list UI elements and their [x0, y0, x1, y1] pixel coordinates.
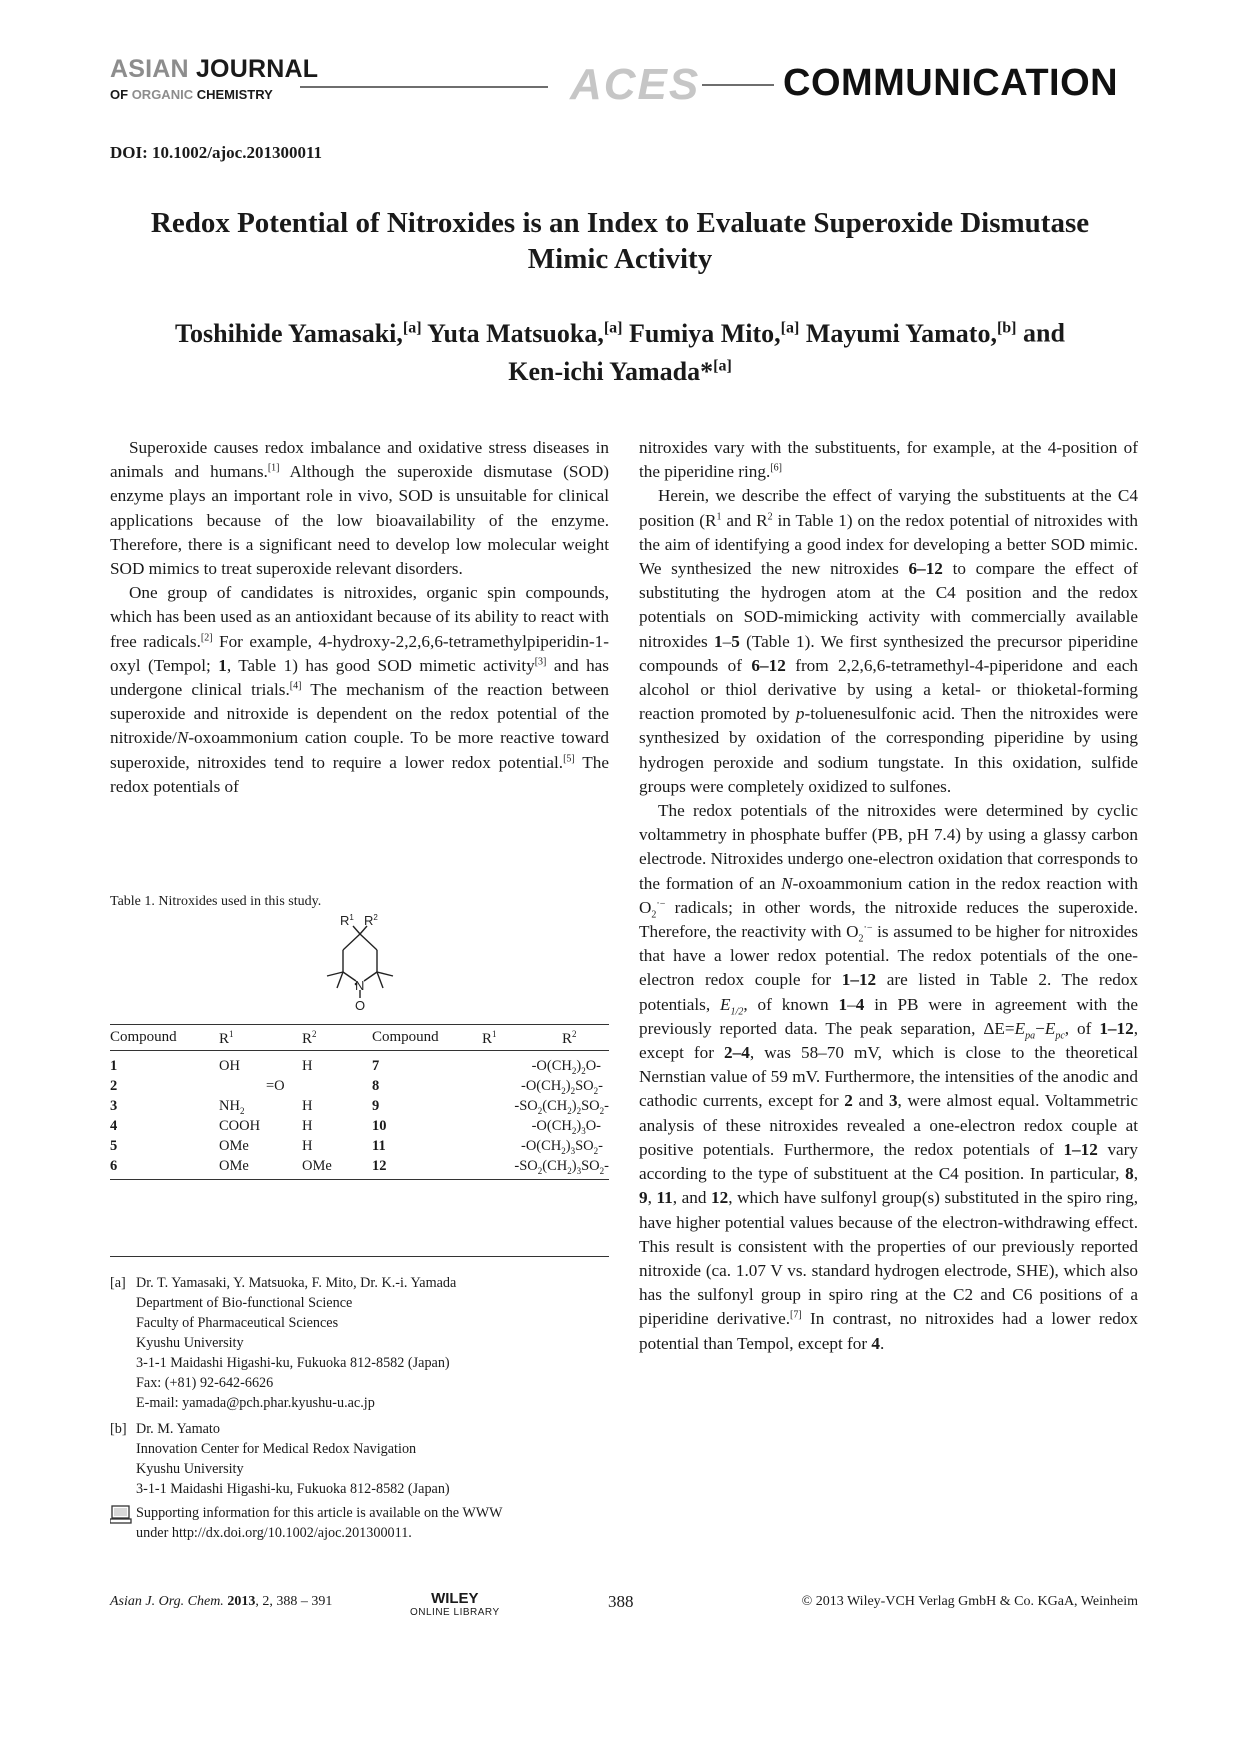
citation-ref[interactable]: [1] — [267, 462, 280, 474]
author: Toshihide Yamasaki,[a] — [175, 318, 422, 348]
r2-label: $R^2$ — [364, 913, 378, 928]
table-row: 4 COOH H 10 $-O(CH_2)_3O-$ — [110, 1118, 601, 1136]
si-link[interactable]: under http://dx.doi.org/10.1002/ajoc.201300011. — [136, 1525, 412, 1541]
footnote-rule — [110, 1256, 609, 1257]
citation-ref[interactable]: [4] — [289, 680, 302, 692]
page-number: 388 — [608, 1592, 634, 1611]
supporting-info: Supporting information for this article is available on the WWW under http://dx.doi.org/10.1002/ajoc.201300011. — [110, 1503, 609, 1543]
table-row: 1 OH H 7 $-O(CH_2)_2O-$ — [110, 1058, 601, 1076]
body-column-right — [639, 436, 1138, 1356]
citation-footer: Asian J. Org. Chem. 2013, 2, 388 – 391 — [110, 1594, 333, 1609]
o-label: O — [355, 998, 366, 1013]
author: Mayumi Yamato,[b] — [805, 318, 1017, 348]
aces-logo: ACES — [570, 60, 701, 109]
journal-word-journal: JOURNAL — [195, 55, 319, 83]
header-rule-left — [300, 86, 548, 88]
article-title: Redox Potential of Nitroxides is an Index to Evaluate Superoxide Dismutase Mimic Activity — [150, 207, 1090, 275]
paragraph: Superoxide causes redox imbalance and oxidative stress diseases in animals and humans.[1] Although the superoxide dismutase (SOD) enzyme plays an important role in vivo, SOD is unsuitable for clinical applications because of the low bioavailability of the enzyme. Therefore, there is a significant need to develop low molecular weight SOD mimics to treat superoxide relevant disorders. — [110, 438, 609, 579]
affiliation-a: [a] Dr. T. Yamasaki, Y. Matsuoka, F. Mito, Dr. K.-i. Yamada Department of Bio-functional Science Faculty of Pharmaceutical Sciences Kyushu University 3-1-1 Maidashi Higashi-ku, Fukuoka 812-8582 (Japan) Fax: (+81) 92-642-6626 E-mail: yamada@pch.phar.kyushu-u.ac.jp — [110, 1273, 609, 1413]
header-rule-right — [702, 84, 774, 86]
author: Yuta Matsuoka,[a] — [427, 318, 623, 348]
table-row: 2 =O 8 $-O(CH_2)_2SO_2-$ — [110, 1078, 603, 1096]
doi[interactable]: DOI: 10.1002/ajoc.201300011 — [110, 143, 323, 162]
journal-logo — [110, 57, 318, 101]
copyright: © 2013 Wiley-VCH Verlag GmbH & Co. KGaA, Weinheim — [801, 1594, 1138, 1609]
journal-word-organic: ORGANIC — [131, 87, 194, 102]
table-header-r2-2: $R^2$ — [562, 1029, 577, 1047]
table-header-compound-2: Compound — [372, 1029, 439, 1045]
author-list — [110, 311, 1130, 388]
citation-ref[interactable]: [5] — [563, 752, 575, 764]
author: Ken-ichi Yamada*[a] — [508, 357, 732, 387]
table-rule-bottom — [110, 1179, 609, 1180]
table-row: 5 OMe H 11 $-O(CH_2)_3SO_2-$ — [110, 1138, 603, 1156]
table-row: 3 $NH_2$ H 9 $-SO_2(CH_2)_2SO_2-$ — [110, 1098, 609, 1116]
authors-and: and — [1023, 318, 1065, 348]
table-header-compound: Compound — [110, 1029, 177, 1045]
journal-word-asian: ASIAN — [110, 55, 189, 83]
paragraph: Herein, we describe the effect of varying the substituents at the C4 position ($R^1$ and $R^2$ in Table 1) on the redox potential of nitroxides with the aim of identifying a good index for developing a better SOD mimic. We synthesized the new nitroxides 6–12 to compare the effect of substituting the hydrogen atom at the C4 position and the redox potentials on SOD-mimicking activity with commercially available nitroxides 1–5 (Table 1). We first synthesized the precursor piperidine compounds of 6–12 from 2,2,6,6-tetramethyl-4-piperidone and each alcohol or thiol derivative by using a ketal- or thioketal-forming reaction promoted by p-toluenesulfonic acid. Then the nitroxides were synthesized by oxidation of the corresponding piperidine by using hydrogen peroxide and sodium tungstate. In this oxidation, sulfide groups were completely oxidized to sulfones. — [639, 486, 1139, 796]
table-row: 6 OMe OMe 12 $-SO_2(CH_2)_3SO_2-$ — [110, 1158, 609, 1176]
table-header-r1: $R^1$ — [219, 1029, 234, 1047]
body-column-left — [110, 436, 609, 799]
table-caption: Table 1. Nitroxides used in this study. — [110, 894, 322, 909]
piperidine-structure-diagram — [315, 912, 425, 1020]
affiliation-b: [b] Dr. M. Yamato Innovation Center for Medical Redox Navigation Kyushu University 3-1-1 Maidashi Higashi-ku, Fukuoka 812-8582 (Japan) — [110, 1421, 450, 1497]
table-rule-top — [110, 1024, 609, 1025]
paragraph: The redox potentials of the nitroxides were determined by cyclic voltammetry in phosphate buffer (PB, pH 7.4) by using a glassy carbon electrode. Nitroxides undergo one-electron oxidation that corresponds to the formation of an N-oxoammonium cation in the redox reaction with $O_2^{\cdot-}$ radicals; in other words, the nitroxide reduces the superoxide. Therefore, the reactivity with $O_2^{\cdot-}$ is assumed to be higher for nitroxides that have a lower redox potential. The redox potentials of the one-electron redox couple for 1–12 are listed in Table 2. The redox potentials, $E_{1/2}$, of known 1–4 in PB were in agreement with the previously reported data. The peak separation, $\Delta E=E_{pa}-E_{pc}$, of 1–12, except for 2–4, was 58–70 mV, which is close to the theoretical Nernstian value of 59 mV. Furthermore, the intensities of the anodic and cathodic currents, except for 2 and 3, were almost equal. Voltammetric analysis of these nitroxides revealed a one-electron redox couple at positive potentials. Furthermore, the redox potentials of 1–12 vary according to the type of substituent at the C4 position. In particular, 8, 9, 11, and 12, which have sulfonyl group(s) substituted in the spiro ring, have higher potential values because of the electron-withdrawing effect. This result is consistent with the properties of our previously reported nitroxide (ca. 1.07 V vs. standard hydrogen electrode, SHE), which also has the sulfonyl group in spiro ring at the C2 and C6 positions of a piperidine derivative.[7] In contrast, no nitroxides had a lower redox potential than Tempol, except for 4. — [639, 801, 1139, 1353]
citation-ref[interactable]: [6] — [770, 462, 782, 474]
computer-icon — [110, 1505, 132, 1525]
journal-word-of: OF — [110, 87, 129, 102]
table-rule-mid — [110, 1050, 609, 1051]
r1-label: $R^1$ — [340, 913, 354, 928]
author: Fumiya Mito,[a] — [629, 318, 800, 348]
wiley-online-library-logo[interactable]: WILEY ONLINE LIBRARY — [410, 1590, 500, 1618]
table-header-r2: $R^2$ — [302, 1029, 317, 1047]
email-link[interactable]: E-mail: yamada@pch.phar.kyushu-u.ac.jp — [136, 1395, 375, 1411]
table-header-r1-2: $R^1$ — [482, 1029, 497, 1047]
citation-ref[interactable]: [3] — [534, 656, 547, 668]
citation-ref[interactable]: [2] — [200, 631, 213, 643]
journal-word-chemistry: CHEMISTRY — [196, 87, 273, 102]
paragraph: One group of candidates is nitroxides, organic spin compounds, which has been used as an antioxidant because of its ability to react with free radicals.[2] For example, 4-hydroxy-2,2,6,6-tetramethylpiperidin-1-oxyl (Tempol; 1, Table 1) has good SOD mimetic activity[3] and has undergone clinical trials.[4] The mechanism of the reaction between superoxide and nitroxide is dependent on the redox potential of the nitroxide/N-oxoammonium cation couple. To be more reactive toward superoxide, nitroxides tend to require a lower redox potential.[5] The redox potentials of — [110, 583, 610, 796]
n-label: N — [355, 978, 365, 993]
paragraph: nitroxides vary with the substituents, for example, at the 4-position of the piperidine ring.[6] — [639, 438, 1138, 482]
section-label: COMMUNICATION — [783, 62, 1119, 104]
citation-ref[interactable]: [7] — [790, 1309, 802, 1321]
